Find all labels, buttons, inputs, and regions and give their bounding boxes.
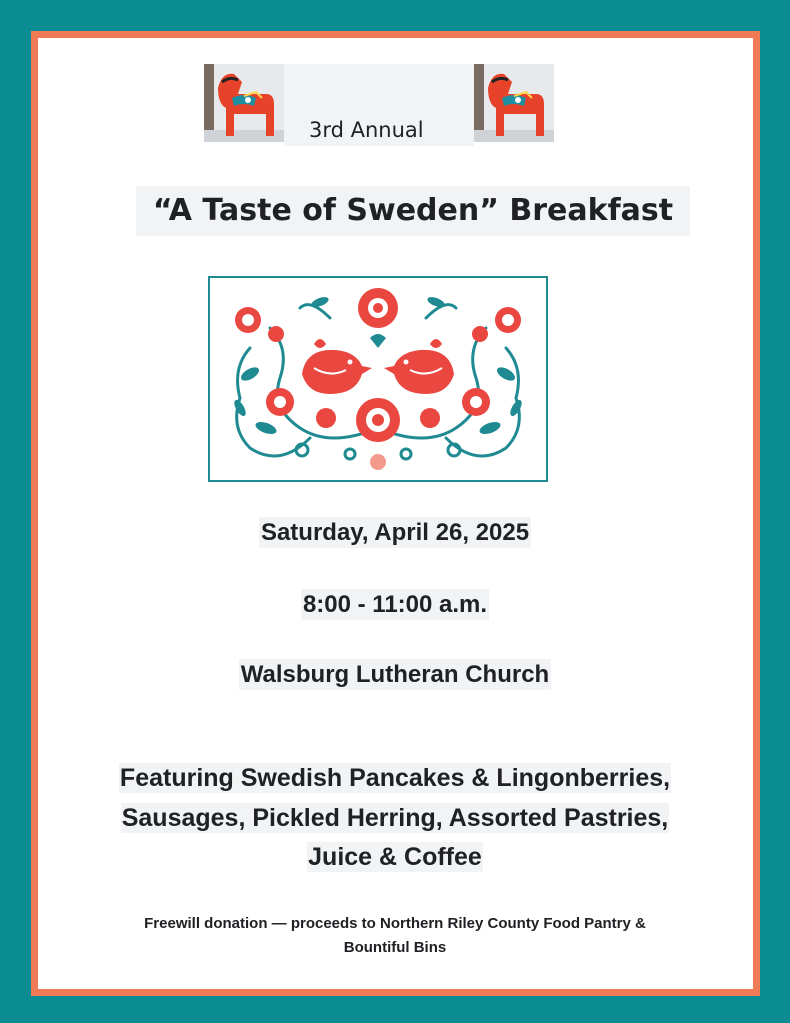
donation-note xyxy=(80,912,710,960)
event-date: Saturday, April 26, 2025 xyxy=(260,519,530,546)
event-time: 8:00 - 11:00 a.m. xyxy=(302,591,488,618)
menu-line-1: Featuring Swedish Pancakes & Lingonberries, xyxy=(119,764,671,792)
annual-label: 3rd Annual xyxy=(309,118,424,142)
menu-line-2: Sausages, Pickled Herring, Assorted Pastries, xyxy=(121,804,669,832)
menu-line-3: Juice & Coffee xyxy=(308,843,482,871)
dala-horse-image-right xyxy=(474,64,554,142)
folk-art-illustration xyxy=(208,276,548,482)
event-title: “A Taste of Sweden” Breakfast xyxy=(136,186,690,236)
donation-line-2: Bountiful Bins xyxy=(343,939,447,956)
dala-horse-image-left xyxy=(204,64,284,142)
annual-label-box xyxy=(284,64,474,146)
donation-line-1: Freewill donation — proceeds to Northern Riley County Food Pantry & xyxy=(144,915,646,932)
event-location: Walsburg Lutheran Church xyxy=(240,661,550,688)
